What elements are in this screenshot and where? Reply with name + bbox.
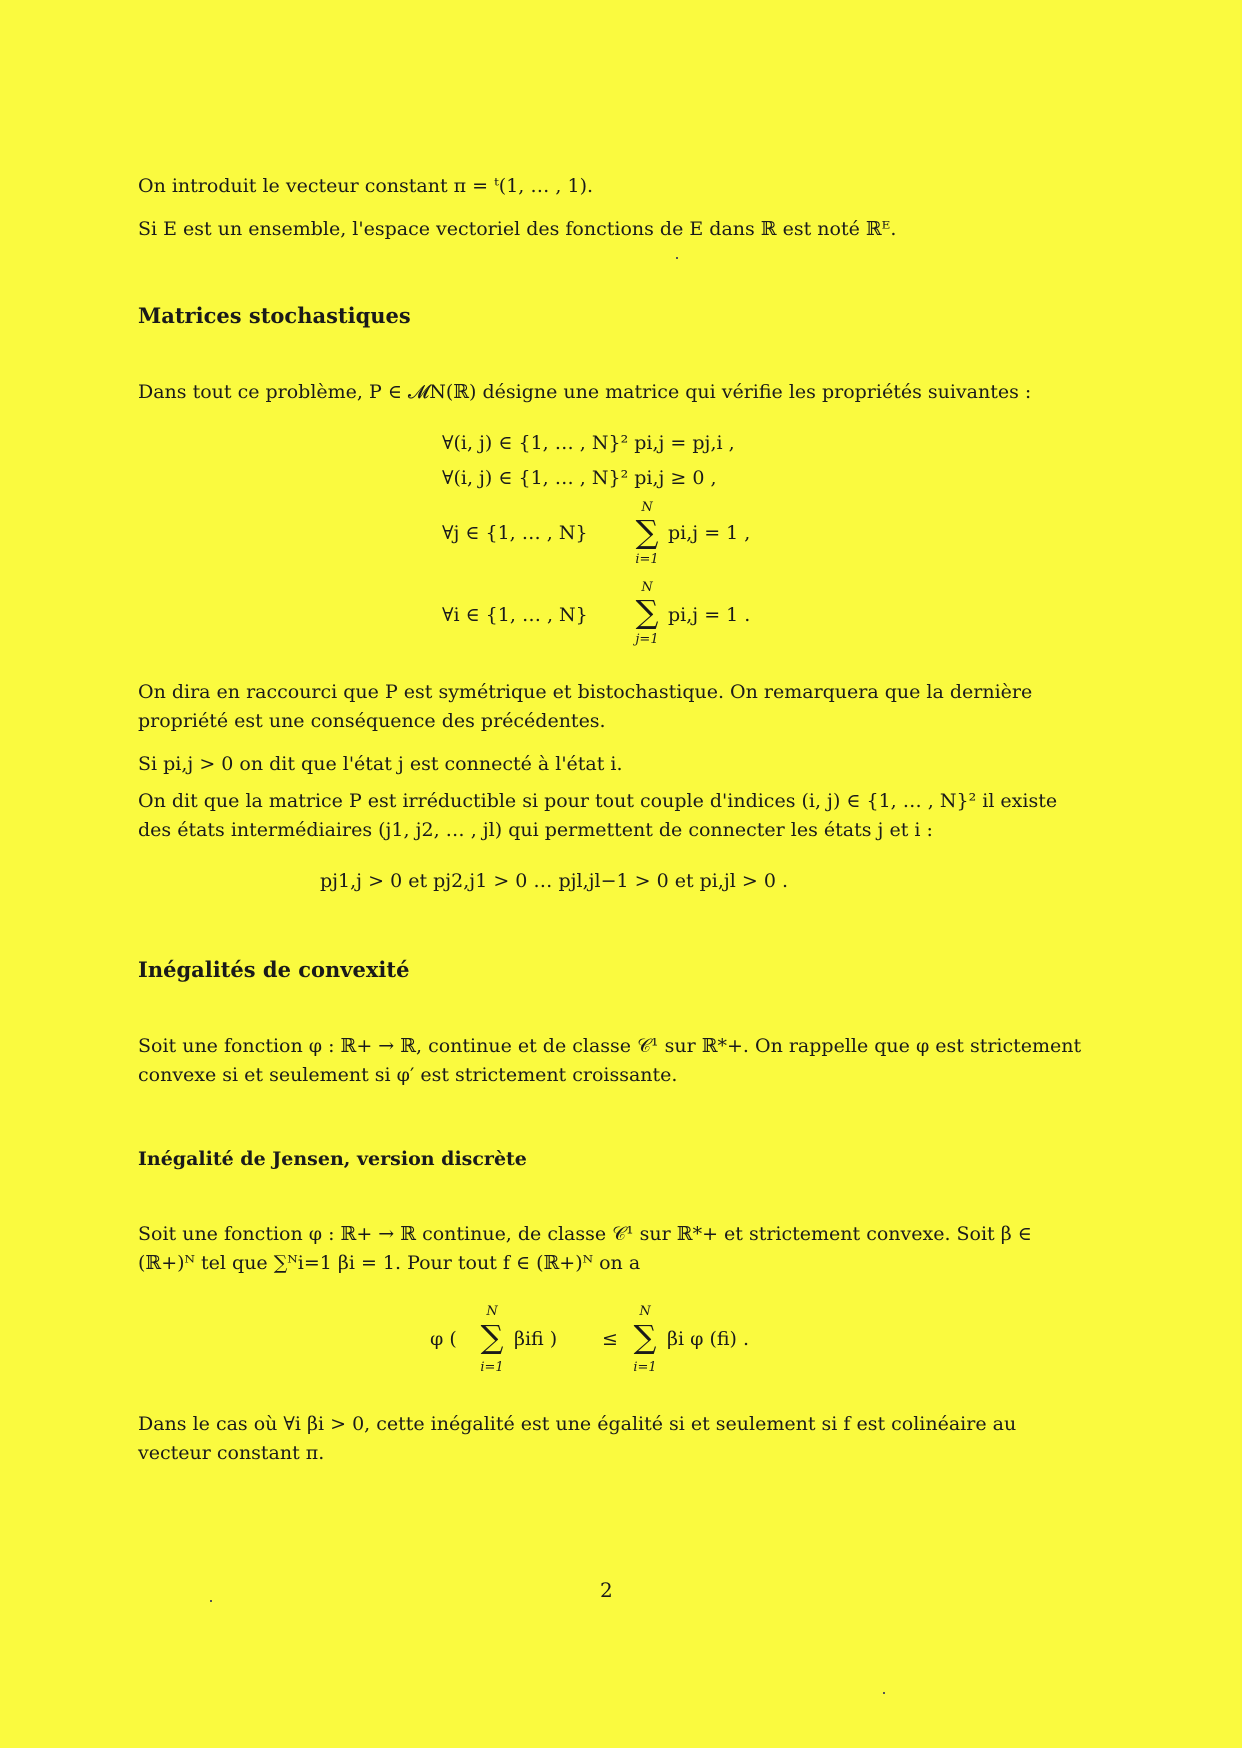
jensen-inequality — [430, 1302, 770, 1382]
sigma-icon: ∑ — [635, 593, 659, 631]
equation-nonnegative: ∀(i, j) ∈ {1, … , N}² pi,j ≥ 0 , — [442, 467, 717, 489]
eq4-body: pi,j = 1 . — [668, 604, 751, 626]
equation-symmetry: ∀(i, j) ∈ {1, … , N}² pi,j = pj,i , — [442, 432, 735, 454]
section3-para2: Dans le cas où ∀i βi > 0, cette inégalité est une égalité si et seulement si f est colinéaire au vecteur constant π. — [138, 1413, 1017, 1464]
sigma-icon: ∑ — [480, 1318, 504, 1356]
eq4-sum — [627, 582, 667, 648]
section-title-convexity: Inégalités de convexité — [138, 957, 410, 982]
section2-para: Soit une fonction φ : ℝ+ → ℝ, continue et de classe 𝒞¹ sur ℝ*+. On rappelle que φ est strictement convexe si et seulement si φ′ est strictement croissante. — [138, 1035, 1082, 1086]
jensen-right-sum — [625, 1302, 665, 1382]
eq4-sum-bottom: j=1 — [635, 632, 659, 647]
jensen-right-top: N — [639, 1304, 651, 1319]
jensen-leq: ≤ — [602, 1328, 618, 1350]
connection-chain: pj1,j > 0 et pj2,j1 > 0 … pjl,jl−1 > 0 et pi,jl > 0 . — [320, 870, 789, 892]
eq4-sum-top: N — [641, 580, 653, 595]
sigma-icon: ∑ — [633, 1318, 657, 1356]
section1-para2: Si pi,j > 0 on dit que l'état j est connecté à l'état i. — [138, 753, 623, 775]
eq3-sum-bottom: i=1 — [635, 552, 659, 567]
section3-para1: Soit une fonction φ : ℝ+ → ℝ continue, de classe 𝒞¹ sur ℝ*+ et strictement convexe. Soit β ∈ (ℝ+)ᴺ tel que ∑ᴺi=1 βi = 1. Pour tout f ∈ (ℝ+)ᴺ on a — [138, 1223, 1032, 1274]
section-title-jensen: Inégalité de Jensen, version discrète — [138, 1148, 527, 1170]
section-title-matrices: Matrices stochastiques — [138, 303, 411, 328]
sigma-icon: ∑ — [635, 513, 659, 551]
jensen-left-bottom: i=1 — [480, 1360, 504, 1375]
jensen-right-bottom: i=1 — [633, 1360, 657, 1375]
intro-line-1: On introduit le vecteur constant π = ᵗ(1, … , 1). — [138, 175, 594, 197]
jensen-right-body: βi φ (fi) . — [667, 1328, 750, 1350]
page-number: 2 — [600, 1578, 613, 1602]
intro-line-2: Si E est un ensemble, l'espace vectoriel des fonctions de E dans ℝ est noté ℝᴱ. — [138, 218, 897, 240]
eq3-sum — [627, 502, 667, 568]
jensen-left-sum — [472, 1302, 512, 1382]
section1-para1: On dira en raccourci que P est symétrique et bistochastique. On remarquera que la dernière propriété est une conséquence des précédentes. — [138, 681, 1033, 732]
jensen-left-top: N — [486, 1304, 498, 1319]
scan-speck — [676, 257, 678, 259]
scan-speck — [883, 1692, 885, 1694]
eq3-body: pi,j = 1 , — [668, 522, 751, 544]
eq3-sum-top: N — [641, 500, 653, 515]
jensen-left-body: βifi ) — [514, 1328, 558, 1350]
eq3-quantifier: ∀j ∈ {1, … , N} — [442, 522, 588, 544]
section1-intro: Dans tout ce problème, P ∈ 𝓜N(ℝ) désigne une matrice qui vérifie les propriétés suivantes : — [138, 381, 1032, 403]
jensen-phi-open: φ ( — [430, 1328, 457, 1350]
eq4-quantifier: ∀i ∈ {1, … , N} — [442, 604, 588, 626]
scan-speck — [210, 1600, 212, 1602]
section1-para3: On dit que la matrice P est irréductible si pour tout couple d'indices (i, j) ∈ {1, … , N}² il existe des états intermédiaires (j1, j2, … , jl) qui permettent de connecter les états j et i : — [138, 790, 1058, 841]
